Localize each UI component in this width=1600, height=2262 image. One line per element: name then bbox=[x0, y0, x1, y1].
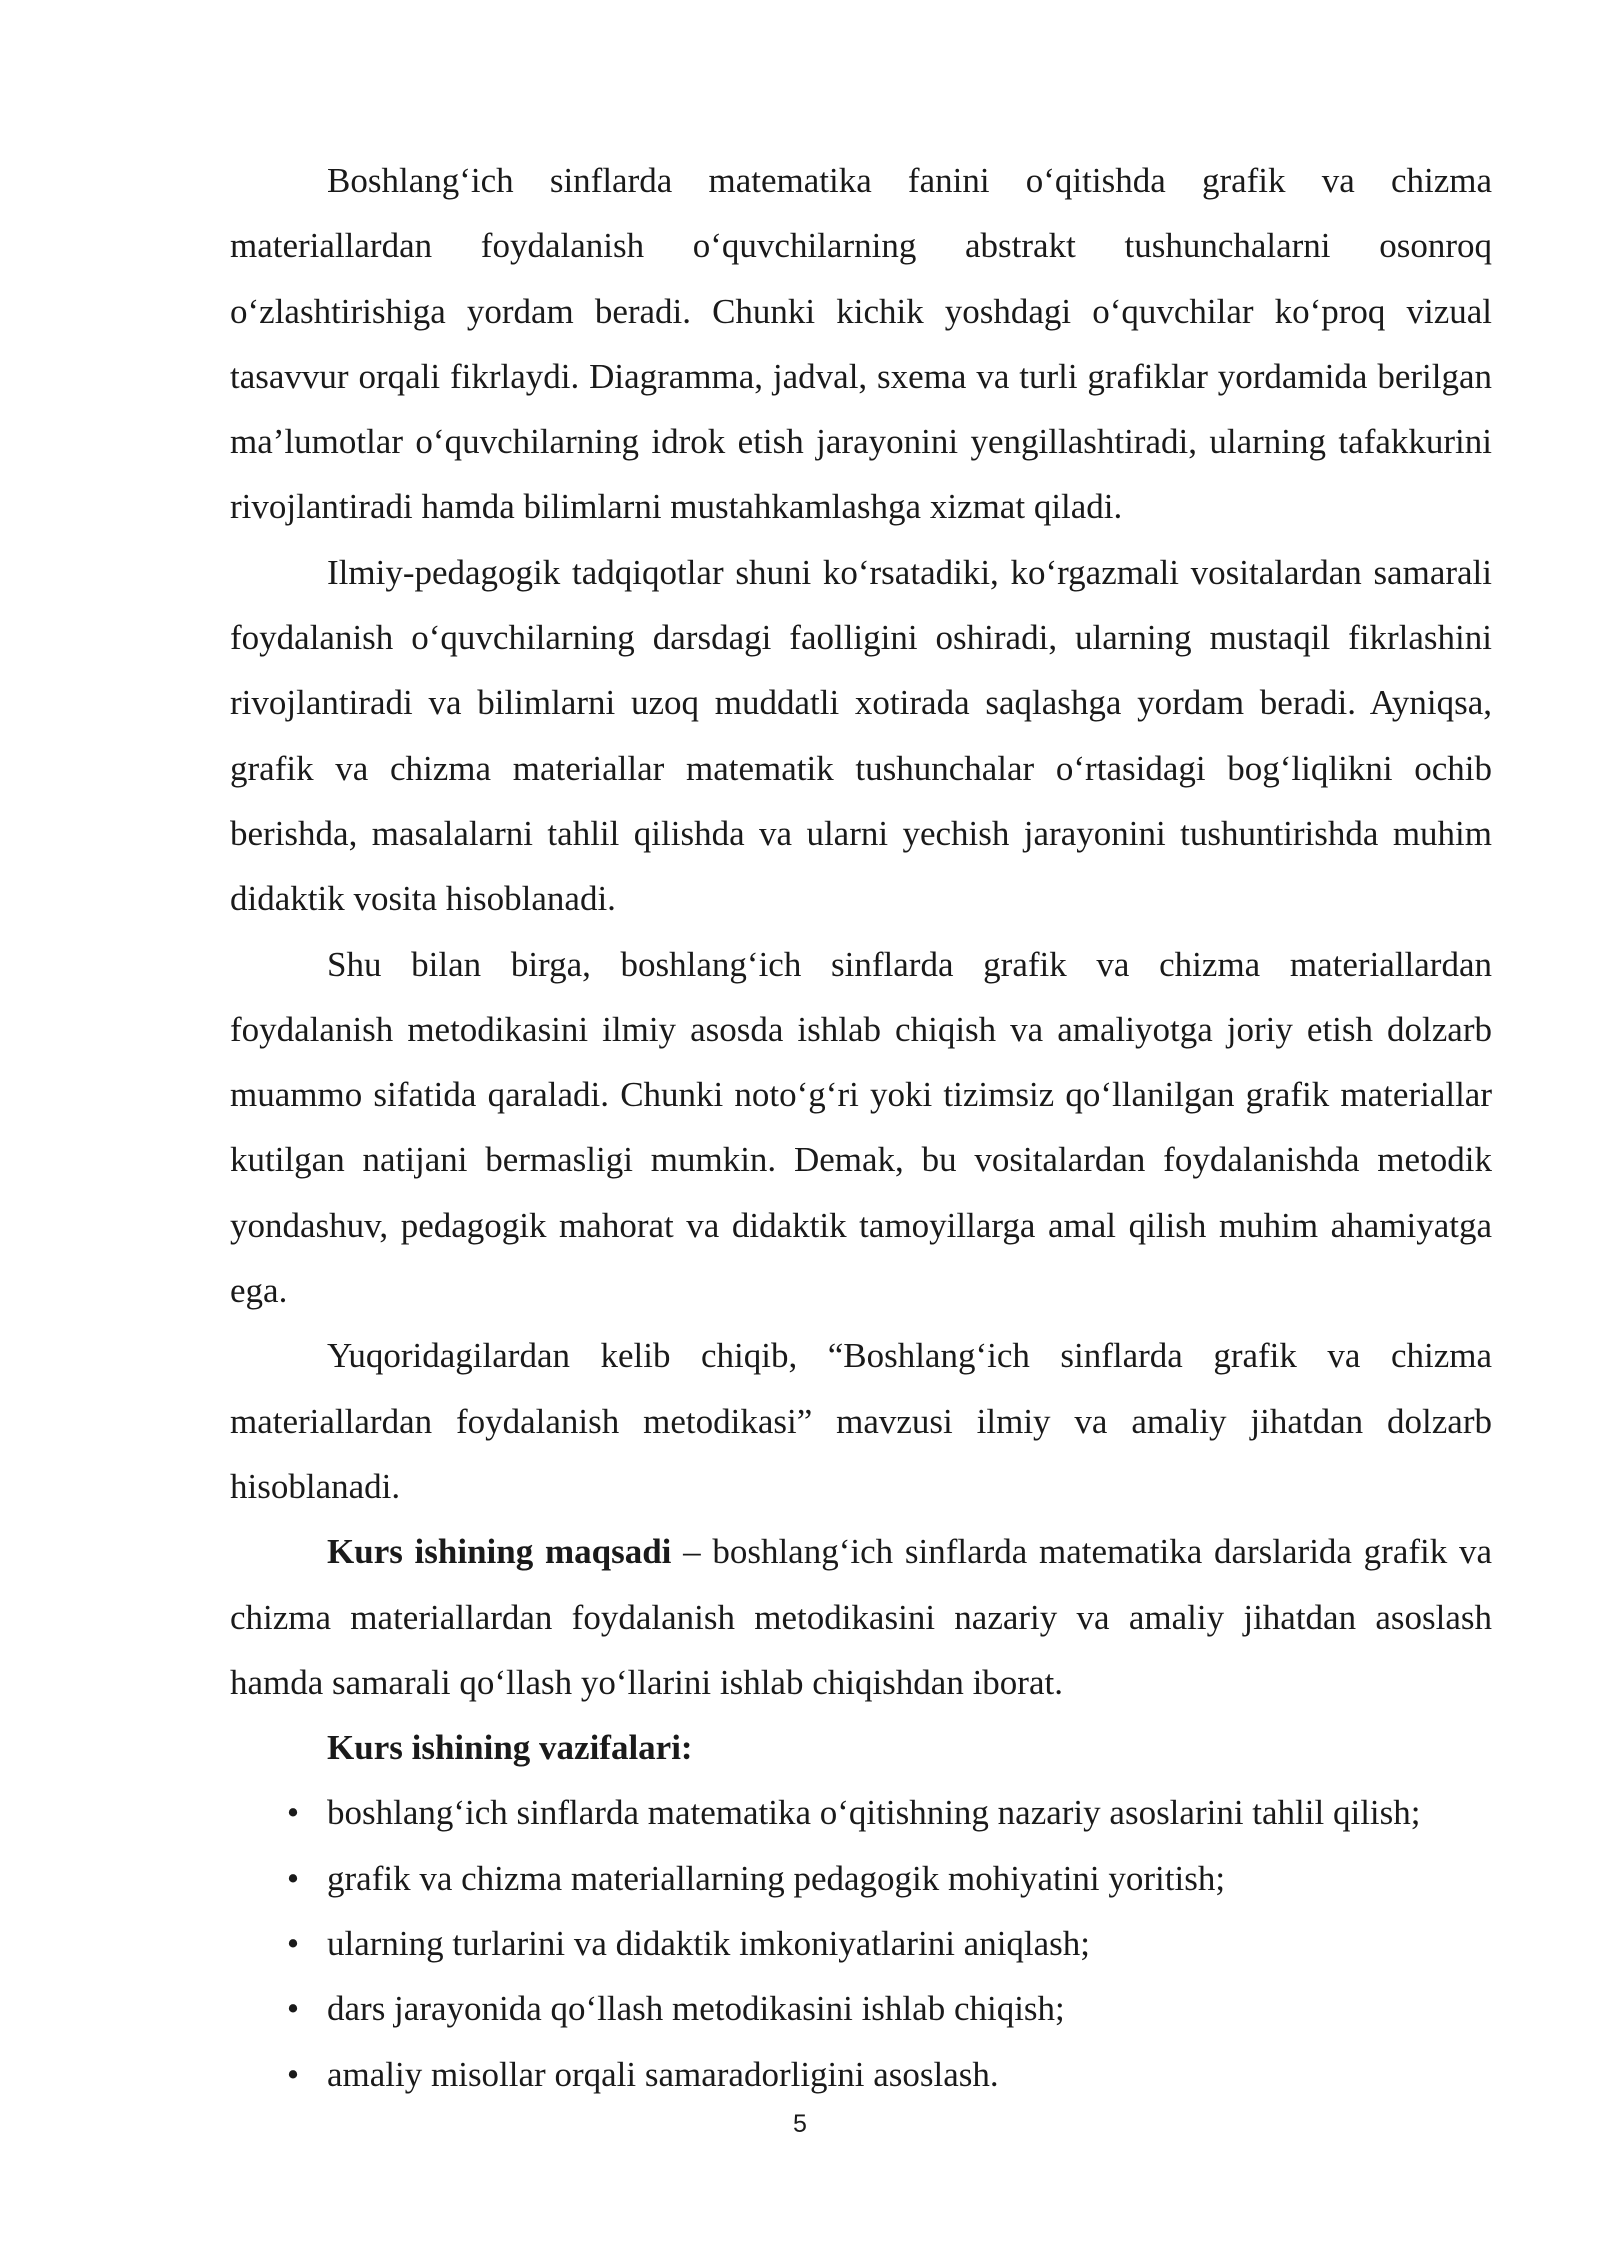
list-item-text: dars jarayonida qo‘llash metodikasini ishlab chiqish; bbox=[327, 1989, 1065, 2029]
tasks-list bbox=[230, 1780, 1492, 2106]
list-item bbox=[230, 1911, 1492, 1976]
paragraph-1: Boshlang‘ich sinflarda matematika fanini o‘qitishda grafik va chizma materiallardan foydalanish o‘quvchilarning abstrakt tushunchalarni osonroq o‘zlashtirishiga yordam beradi. Chunki kichik yoshdagi o‘quvchilar ko‘proq vizual tasavvur orqali fikrlaydi. Diagramma, jadval, sxema va turli grafiklar yordamida berilgan ma’lumotlar o‘quvchilarning idrok etish jarayonini yengillashtiradi, ularning tafakkurini rivojlantiradi hamda bilimlarni mustahkamlashga xizmat qiladi. bbox=[230, 161, 1492, 527]
list-item-text: amaliy misollar orqali samaradorligini asoslash. bbox=[327, 2054, 999, 2094]
bullet-icon: • bbox=[286, 1858, 300, 1898]
list-item-text: boshlang‘ich sinflarda matematika o‘qitishning nazariy asoslarini tahlil qilish; bbox=[327, 1793, 1421, 1833]
paragraph-3: Shu bilan birga, boshlang‘ich sinflarda grafik va chizma materiallardan foydalanish metodikasini ilmiy asosda ishlab chiqish va amaliyotga joriy etish dolzarb muammo sifatida qaraladi. Chunki noto‘g‘ri yoki tizimsiz qo‘llanilgan grafik materiallar kutilgan natijani bermasligi mumkin. Demak, bu vositalardan foydalanishda metodik yondashuv, pedagogik mahorat va didaktik tamoyillarga amal qilish muhim ahamiyatga ega. bbox=[230, 944, 1492, 1311]
tasks-heading: Kurs ishining vazifalari: bbox=[327, 1728, 693, 1768]
list-item bbox=[230, 1780, 1492, 1845]
bullet-icon: • bbox=[286, 1989, 300, 2029]
paragraph-4: Yuqoridagilardan kelib chiqib, “Boshlang‘ich sinflarda grafik va chizma materiallardan foydalanish metodikasi” mavzusi ilmiy va amaliy jihatdan dolzarb hisoblanadi. bbox=[230, 1336, 1492, 1506]
page-content bbox=[230, 148, 1492, 2107]
list-item-text: ularning turlarini va didaktik imkoniyatlarini aniqlash; bbox=[327, 1924, 1091, 1964]
bullet-icon: • bbox=[286, 1793, 300, 1833]
goal-label: Kurs ishining maqsadi bbox=[327, 1532, 672, 1572]
goal-text: – boshlang‘ich sinflarda matematika darslarida grafik va chizma materiallardan foydalanish metodikasini nazariy va amaliy jihatdan asoslash hamda samarali qo‘llash yo‘llarini ishlab chiqishdan iborat. bbox=[230, 1532, 1493, 1702]
goal-paragraph bbox=[230, 1519, 1492, 1715]
list-item bbox=[230, 2042, 1492, 2107]
list-item bbox=[230, 1846, 1492, 1911]
list-item bbox=[230, 1976, 1492, 2041]
bullet-icon: • bbox=[286, 1924, 300, 1964]
list-item-text: grafik va chizma materiallarning pedagogik mohiyatini yoritish; bbox=[327, 1858, 1226, 1898]
page-number: 5 bbox=[793, 2110, 807, 2138]
bullet-icon: • bbox=[286, 2054, 300, 2094]
paragraph-2: Ilmiy-pedagogik tadqiqotlar shuni ko‘rsatadiki, ko‘rgazmali vositalardan samarali foydalanish o‘quvchilarning darsdagi faolligini oshiradi, ularning mustaqil fikrlashini rivojlantiradi va bilimlarni uzoq muddatli xotirada saqlashga yordam beradi. Ayniqsa, grafik va chizma materiallar matematik tushunchalar o‘rtasidagi bog‘liqlikni ochib berishda, masalalarni tahlil qilishda va ularni yechish jarayonini tushuntirishda muhim didaktik vosita hisoblanadi. bbox=[230, 552, 1492, 919]
